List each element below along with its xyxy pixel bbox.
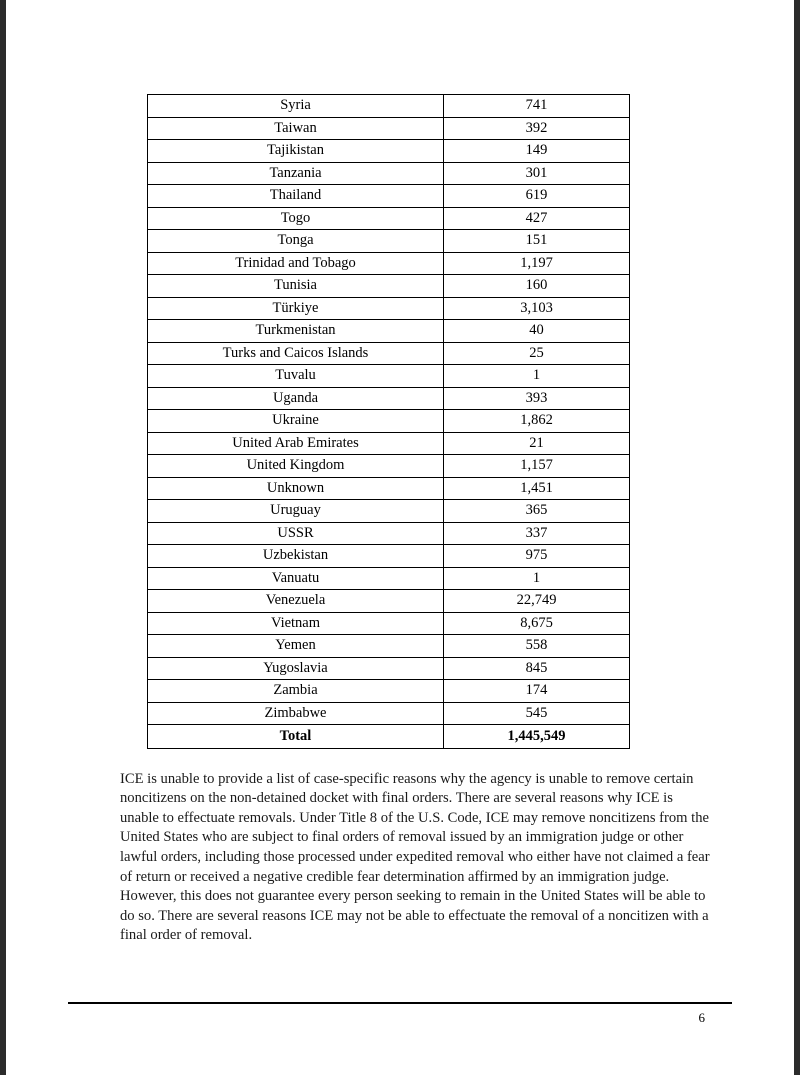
table-row: [148, 477, 630, 500]
table-row: [148, 545, 630, 568]
table-row: [148, 207, 630, 230]
cell-country: Vanuatu: [148, 567, 444, 590]
cell-count: 3,103: [444, 297, 630, 320]
cell-country: United Kingdom: [148, 455, 444, 478]
cell-count: 149: [444, 140, 630, 163]
cell-count: 21: [444, 432, 630, 455]
cell-total-label: Total: [148, 725, 444, 749]
table-row: [148, 275, 630, 298]
table-row: [148, 500, 630, 523]
table-row: [148, 252, 630, 275]
cell-count: 337: [444, 522, 630, 545]
table-row: [148, 522, 630, 545]
table-row: [148, 432, 630, 455]
cell-count: 151: [444, 230, 630, 253]
cell-country: Türkiye: [148, 297, 444, 320]
table-row: [148, 297, 630, 320]
cell-country: Zambia: [148, 680, 444, 703]
cell-count: 8,675: [444, 612, 630, 635]
cell-country: Togo: [148, 207, 444, 230]
cell-count: 1,197: [444, 252, 630, 275]
cell-count: 545: [444, 702, 630, 725]
cell-country: Turks and Caicos Islands: [148, 342, 444, 365]
cell-count: 975: [444, 545, 630, 568]
cell-count: 392: [444, 117, 630, 140]
table-row: [148, 702, 630, 725]
table-row: [148, 567, 630, 590]
cell-count: 174: [444, 680, 630, 703]
cell-count: 22,749: [444, 590, 630, 613]
cell-count: 558: [444, 635, 630, 658]
table-total-row: [148, 725, 630, 749]
cell-country: United Arab Emirates: [148, 432, 444, 455]
cell-country: Turkmenistan: [148, 320, 444, 343]
cell-country: Tajikistan: [148, 140, 444, 163]
cell-country: Taiwan: [148, 117, 444, 140]
table-row: [148, 680, 630, 703]
country-counts-table-container: [147, 94, 629, 749]
cell-count: 301: [444, 162, 630, 185]
cell-count: 25: [444, 342, 630, 365]
table-row: [148, 230, 630, 253]
cell-country: Tuvalu: [148, 365, 444, 388]
cell-country: Venezuela: [148, 590, 444, 613]
cell-country: Vietnam: [148, 612, 444, 635]
cell-count: 40: [444, 320, 630, 343]
table-row: [148, 117, 630, 140]
cell-count: 619: [444, 185, 630, 208]
cell-country: Uruguay: [148, 500, 444, 523]
cell-count: 1: [444, 567, 630, 590]
page-left-edge: [0, 0, 6, 1075]
table-row: [148, 342, 630, 365]
table-body: [148, 95, 630, 749]
cell-count: 1,157: [444, 455, 630, 478]
table-row: [148, 365, 630, 388]
cell-country: Tunisia: [148, 275, 444, 298]
table-row: [148, 387, 630, 410]
table-row: [148, 657, 630, 680]
cell-country: Thailand: [148, 185, 444, 208]
country-counts-table: [147, 94, 630, 749]
table-row: [148, 455, 630, 478]
cell-count: 365: [444, 500, 630, 523]
cell-count: 393: [444, 387, 630, 410]
table-row: [148, 612, 630, 635]
cell-count: 1,862: [444, 410, 630, 433]
cell-country: Yemen: [148, 635, 444, 658]
cell-country: USSR: [148, 522, 444, 545]
table-row: [148, 185, 630, 208]
cell-country: Trinidad and Tobago: [148, 252, 444, 275]
cell-country: Tonga: [148, 230, 444, 253]
cell-total-count: 1,445,549: [444, 725, 630, 749]
cell-country: Tanzania: [148, 162, 444, 185]
cell-count: 1,451: [444, 477, 630, 500]
cell-country: Zimbabwe: [148, 702, 444, 725]
cell-country: Ukraine: [148, 410, 444, 433]
table-row: [148, 162, 630, 185]
table-row: [148, 140, 630, 163]
table-row: [148, 635, 630, 658]
cell-country: Unknown: [148, 477, 444, 500]
table-row: [148, 410, 630, 433]
table-row: [148, 320, 630, 343]
cell-count: 160: [444, 275, 630, 298]
body-paragraph: ICE is unable to provide a list of case-specific reasons why the agency is unable to remove certain noncitizens on the non-detained docket with final orders. There are several reasons why ICE is unable to effectuate removals. Under Title 8 of the U.S. Code, ICE may remove noncitizens from the United States who are subject to final orders of removal issued by an immigration judge or other lawful orders, including those processed under expedited removal who either have not claimed a fear of return or received a negative credible fear determination affirmed by an immigration judge. However, this does not guarantee every person seeking to remain in the United States will be able to do so. There are several reasons ICE may not be able to effectuate the removal of a noncitizen with a final order of removal.: [120, 770, 710, 944]
cell-country: Syria: [148, 95, 444, 118]
cell-count: 741: [444, 95, 630, 118]
page-right-edge: [794, 0, 800, 1075]
cell-count: 845: [444, 657, 630, 680]
cell-count: 1: [444, 365, 630, 388]
page-number: 6: [698, 1010, 705, 1025]
cell-country: Uganda: [148, 387, 444, 410]
table-row: [148, 95, 630, 118]
cell-country: Yugoslavia: [148, 657, 444, 680]
footer-divider: [68, 1002, 732, 1004]
table-row: [148, 590, 630, 613]
cell-count: 427: [444, 207, 630, 230]
cell-country: Uzbekistan: [148, 545, 444, 568]
